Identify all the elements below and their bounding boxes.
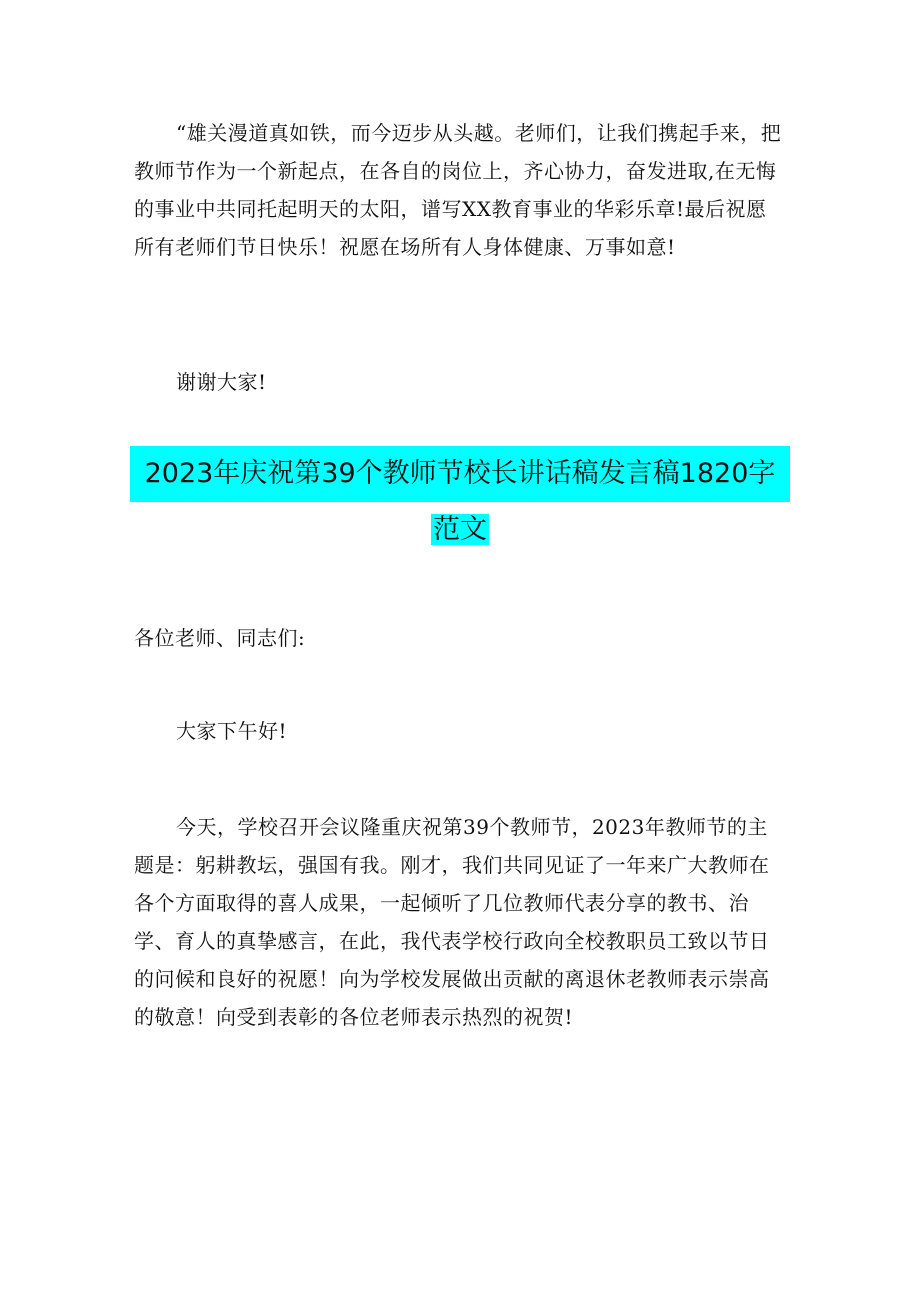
title-line-1 [130, 446, 790, 502]
title-line-2-text: 范文 [433, 514, 487, 545]
salutation: 各位老师、同志们: [134, 626, 306, 650]
thanks-line: 谢谢大家! [176, 370, 267, 394]
closing-paragraph: “雄关漫道真如铁，而今迈步从头越。老师们，让我们携起手来，把教师节作为一个新起点，在各自的岗位上，齐心协力，奋发进取,在无悔的事业中共同托起明天的太阳，谱写XX教育事业的华彩乐章!最后祝愿所有老师们节日快乐！祝愿在场所有人身体健康、万事如意! [134, 121, 782, 259]
title-line-1-text: 2023年庆祝第39个教师节校长讲话稿发言稿1820字 [130, 446, 790, 502]
title-line-2 [130, 502, 790, 558]
greeting: 大家下午好! [176, 719, 288, 743]
body-paragraph: 今天，学校召开会议隆重庆祝第39个教师节，2023年教师节的主题是：躬耕教坛，强国有我。刚才，我们共同见证了一年来广大教师在各个方面取得的喜人成果，一起倾听了几位教师代表分享的教书、治学、育人的真挚感言，在此，我代表学校行政向全校教职员工致以节日的问候和良好的祝愿！向为学校发展做出贡献的离退休老教师表示崇高的敬意！向受到表彰的各位老师表示热烈的祝贺! [134, 815, 770, 1029]
document-title [130, 446, 790, 558]
